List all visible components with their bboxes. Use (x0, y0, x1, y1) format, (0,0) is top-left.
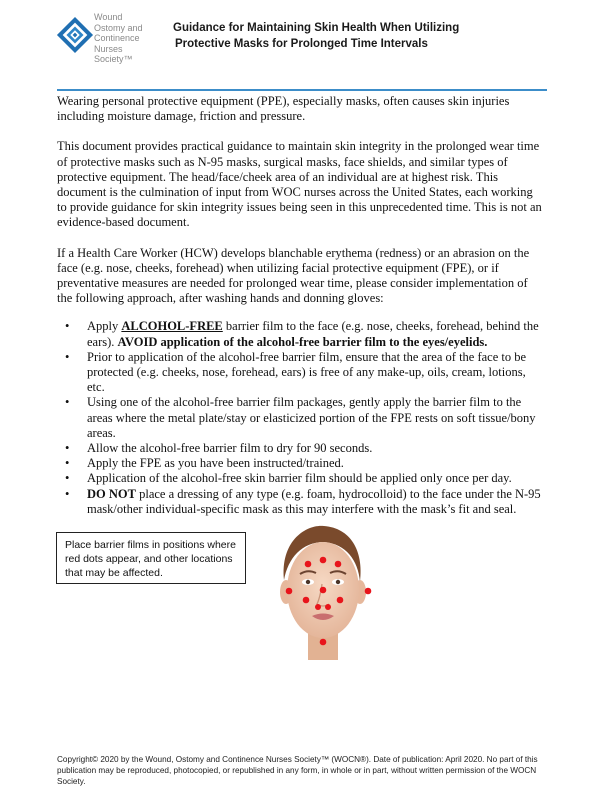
list-item: • Apply the FPE as you have been instructed/trained. (87, 456, 543, 471)
list-item: • Application of the alcohol-free skin barrier film should be applied only once per day. (87, 471, 543, 486)
callout-box (56, 532, 246, 584)
forehead-left-dot (305, 561, 312, 568)
list-item: • DO NOT place a dressing of any type (e.g. foam, hydrocolloid) to the face under the N-95 mask/other individual-specific mask as this may interfere with the mask’s fit and seal. (87, 487, 543, 517)
organization-name: Wound Ostomy and Continence Nurses Society™ (94, 12, 143, 64)
instruction-list (57, 319, 543, 517)
list-item: • Using one of the alcohol-free barrier film packages, gently apply the barrier film to the areas where the metal plate/stay or elasticized portion of the FPE rests on soft tissue/bony areas. (87, 395, 543, 441)
list-item: • Apply ALCOHOL-FREE barrier film to the face (e.g. nose, cheeks, forehead, behind the ears). AVOID application of the alcohol-free barrier film to the eyes/eyelids. (87, 319, 543, 349)
intro-paragraph-2: This document provides practical guidance to maintain skin integrity in the prolonged wear time of protective masks such as N-95 masks, surgical masks, face shields, and similar types of protective equipment. The head/face/cheek area of an individual are at highest risk. This document is the culmination of input from WOC nurses across the United States, each working to provide guidance for skin integrity issues being seen in this unprecedented time. This is not an evidence-based document. (57, 139, 542, 230)
header-divider (57, 89, 547, 91)
callout-text: Place barrier films in positions where red dots appear, and other locations that may be affected. (65, 539, 236, 579)
intro-paragraph-3: If a Health Care Worker (HCW) develops blanchable erythema (redness) or an abrasion on the face (e.g. nose, cheeks, forehead) when utilizing facial protective equipment (FPE), or if preventative measures are needed for prolonged wear time, please consider implementation of the following approach, after washing hands and donning gloves: (57, 245, 530, 306)
nose-right-dot (325, 604, 331, 610)
forehead-center-dot (320, 557, 327, 564)
nose-bridge-dot (320, 587, 327, 594)
list-item: • Prior to application of the alcohol-free barrier film, ensure that the area of the face to be protected (e.g. cheeks, nose, forehead, ears) is free of any make-up, oils, cream, lotions, etc. (87, 350, 543, 396)
face-diagram (262, 520, 382, 660)
document-title: Guidance for Maintaining Skin Health When Utilizing Protective Masks for Prolonged Time Intervals (173, 22, 460, 50)
left-cheek-dot (303, 597, 310, 604)
wocn-diamond-logo-icon (56, 16, 94, 54)
intro-paragraph-1: Wearing personal protective equipment (PPE), especially masks, often causes skin injuries including moisture damage, friction and pressure. (57, 94, 510, 124)
forehead-right-dot (335, 561, 342, 568)
left-ear-dot (286, 588, 293, 595)
page-header (0, 0, 600, 90)
copyright-footer (57, 754, 549, 787)
copyright-text: Copyright© 2020 by the Wound, Ostomy and Continence Nurses Society™ (WOCN®). Date of publication: April 2020. No part of this publication may be reproduced, photocopied, or republished in any form, in whole or in part, without written permission of the WOCN Society. (57, 755, 538, 786)
right-cheek-dot (337, 597, 344, 604)
right-ear-dot (365, 588, 372, 595)
chin-dot (320, 639, 327, 646)
nose-left-dot (315, 604, 321, 610)
document-body (57, 94, 543, 517)
list-item: • Allow the alcohol-free barrier film to dry for 90 seconds. (87, 441, 543, 456)
